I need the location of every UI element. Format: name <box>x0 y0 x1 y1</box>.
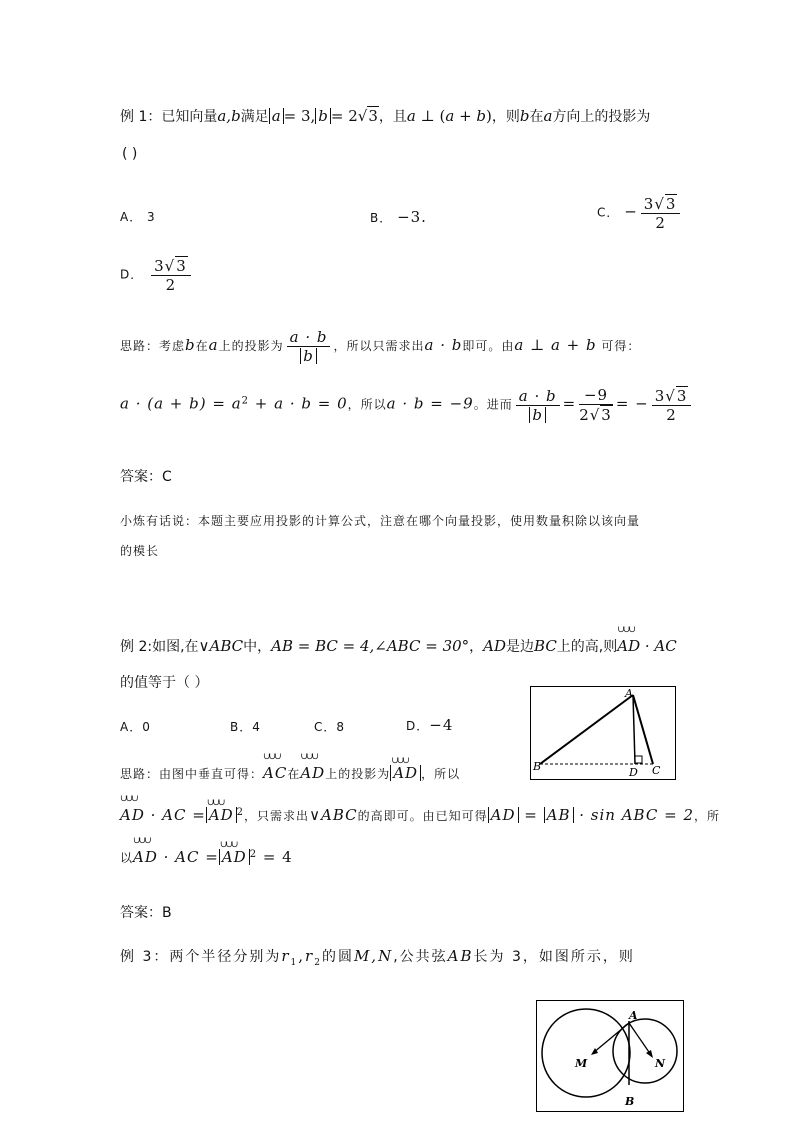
ex3-vector-am <box>593 1023 629 1053</box>
ex1-eq1: = 3, <box>283 107 316 125</box>
ex2-label-b: B <box>533 760 542 773</box>
ex1-frac2-num: a · b <box>516 387 560 406</box>
ex1-option-c-sign: − <box>624 202 638 221</box>
ex1-option-d-frac: $\frac{3√3}{2}$ <box>151 256 191 294</box>
ex1-option-c <box>597 194 683 232</box>
ex3-circles-figure <box>536 1000 684 1112</box>
ex1-think-e: 上的投影为 <box>218 339 284 353</box>
ex1-prefix: 例 1：已知向量 <box>120 109 218 125</box>
ex1-perp: ⊥ ( <box>415 107 446 125</box>
ex3-arrow-n <box>646 1050 653 1058</box>
ex1-frac4: $\frac{3√3}{2}$ <box>652 386 692 424</box>
ex2-altitude-ad <box>633 695 635 764</box>
ex1-sqrt-val: 3 <box>368 107 378 125</box>
ex1-think-g: a · b <box>424 336 463 354</box>
ex2-l2-g: · sin ABC = 2 <box>573 806 694 824</box>
ex1-think-f: ，所以只需求出 <box>333 339 425 353</box>
ex1-frac4-num-a: 3 <box>654 387 666 405</box>
ex1-option-a: A． 3 <box>120 210 156 224</box>
ex1-frac4-num-rad: 3 <box>676 387 688 405</box>
ex2-l2-h: ，所 <box>694 809 721 823</box>
ex1-line2-e: 。进而 <box>473 397 513 412</box>
ex1-frac3-num: −9 <box>579 386 613 405</box>
ex1-frac4-den: 2 <box>666 406 677 424</box>
ex1-option-c-num: 3 <box>643 195 655 213</box>
ex2-l2-tri: ∨ABC <box>309 806 358 824</box>
ex2-tri: ∨ABC <box>198 637 244 655</box>
ex2-side-ac <box>633 695 653 764</box>
ex2-l3-b: ∪∪∪ AD · AC = <box>133 848 219 866</box>
ex2-dot: ∪∪∪ AD · AC <box>617 637 676 655</box>
ex3-label-m: M <box>575 1057 588 1070</box>
ex1-frac2-den: b <box>529 407 546 423</box>
ex2-triangle-svg <box>531 687 675 779</box>
ex2-think-ac: ∪∪∪ AC <box>263 764 287 782</box>
ex2-l3-sq: 2 <box>249 849 258 860</box>
ex1-think-frac1 <box>287 328 331 365</box>
ex1-option-d-num: 3 <box>154 257 165 275</box>
ex1-on: 在 <box>529 109 544 125</box>
ex3-stem: 例 3：两个半径分别为$r_1,r_2$的圆M,N,公共弦AB长为 3，如图所示，则 <box>120 947 635 968</box>
ex1-option-c-frac: $\frac{3√3}{2}$ <box>641 194 681 232</box>
ex1-option-c-label: C． <box>597 205 620 220</box>
ex2-label-a: A <box>625 687 633 700</box>
ex3-stem-c: ,公共弦 <box>393 949 448 965</box>
ex2-stem <box>120 636 677 656</box>
ex1-then: ，则 <box>491 109 520 125</box>
ex2-option-d-value: −4 <box>429 716 454 734</box>
ex2-stem-e: 上的高,则 <box>556 639 618 655</box>
ex3-stem-a: 例 3：两个半径分别为 <box>120 949 282 965</box>
ex2-stem-d: 是边 <box>506 639 535 655</box>
ex2-label-d: D <box>629 766 638 779</box>
ex1-note-line2: 的模长 <box>120 544 160 558</box>
ex1-sqrt-sign: √ <box>357 107 368 125</box>
ex2-think-line2 <box>120 806 720 824</box>
ex2-think-a: 思路：由图中垂直可得： <box>120 767 264 781</box>
ex2-l3-c: = 4 <box>257 848 293 866</box>
ex1-eq-b: = − <box>615 394 649 413</box>
ex1-close: ) <box>486 107 492 125</box>
ex2-l2-d: AD <box>488 807 519 823</box>
ex2-bc: BC <box>534 637 557 655</box>
ex3-r1-base: r <box>281 947 291 965</box>
ex1-answer: 答案：C <box>120 469 172 485</box>
ex1-perp-a: a <box>406 107 416 125</box>
ex3-stem-b: 的圆 <box>321 949 354 965</box>
ex3-r2-base: r <box>305 947 315 965</box>
ex1-option-b-label: B． <box>370 211 393 225</box>
ex1-line2-d: a · b = −9 <box>386 394 474 413</box>
ex3-label-b: B <box>625 1095 635 1108</box>
ex2-stem-line2: 的值等于（ ） <box>120 675 209 691</box>
ex2-option-c: C．8 <box>314 720 346 734</box>
ex3-r2-sub: 2 <box>314 957 322 968</box>
ex2-side-ba <box>540 695 633 764</box>
ex1-frac3: $\frac{-9}{2√3}$ <box>579 386 612 424</box>
ex1-frac1-den: b <box>300 348 317 364</box>
ex1-option-d-den: 2 <box>165 276 177 294</box>
ex3-label-n: N <box>655 1057 666 1070</box>
ex2-l2-sq: 2 <box>236 807 245 818</box>
ex2-l2-b: ，只需求出 <box>244 809 310 823</box>
ex2-l3-a: 以 <box>120 851 134 865</box>
ex1-abs-a: a <box>269 108 284 124</box>
ex1-frac3-den-a: 2 <box>579 406 590 424</box>
ex1-option-b-value: −3. <box>397 208 427 226</box>
ex1-option-c-den: 2 <box>655 214 666 232</box>
ex2-triangle-figure <box>530 686 676 780</box>
ex1-suffix: 方向上的投影为 <box>552 109 651 125</box>
ex2-stem-b: 中， <box>243 639 272 655</box>
ex2-option-b: B．4 <box>230 720 261 734</box>
ex1-eq-a: = <box>562 394 577 413</box>
ex1-think-d: a <box>208 336 219 354</box>
ex3-mn: M,N <box>353 947 394 965</box>
ex1-line2-c: ，所以 <box>347 397 387 412</box>
ex1-option-c-rad: 3 <box>665 195 677 213</box>
ex1-think-a: 思路：考虑 <box>120 339 186 353</box>
ex2-think-c: 上的投影为 <box>325 767 391 781</box>
ex1-vectors: a,b <box>217 107 241 125</box>
ex1-cond2: ，且 <box>378 109 407 125</box>
ex1-option-d <box>120 256 194 294</box>
ex3-stem-d: 长为 3，如图所示，则 <box>473 949 635 965</box>
ex1-frac2 <box>516 387 560 424</box>
ex2-l2-c: 的高即可。由已知可得 <box>357 809 488 823</box>
ex1-line2-a: a · (a + b) = a <box>120 394 242 413</box>
ex3-r1-sub: 1 <box>290 957 299 968</box>
ex1-eq2: = 2 <box>330 107 358 125</box>
ex2-think-d: ，所以 <box>421 767 461 781</box>
ex1-option-d-label: D． <box>120 267 144 282</box>
ex1-think-j: 可得： <box>596 339 641 353</box>
ex1-think-i: a ⊥ a + b <box>514 336 597 354</box>
ex1-perp-sum: a + b <box>445 107 487 125</box>
ex2-l3-abs: ∪∪∪ AD <box>219 849 250 865</box>
ex1-option-b <box>370 208 427 226</box>
ex3-ab: AB <box>447 947 474 965</box>
ex1-b: b <box>519 107 530 125</box>
ex2-cond: AB = BC = 4,∠ABC = 30° <box>271 637 470 655</box>
ex2-option-d <box>406 716 453 734</box>
ex2-think-ad: ∪∪∪ AD <box>300 764 325 782</box>
ex1-think-b: b <box>185 336 196 354</box>
ex1-think-c: 在 <box>195 339 209 353</box>
ex2-think-line3 <box>120 848 293 866</box>
ex3-label-a: A <box>629 1009 638 1022</box>
ex1-note-line1: 小炼有话说：本题主要应用投影的计算公式，注意在哪个向量投影，使用数量积除以该向量 <box>120 514 641 528</box>
ex2-l2-a: ∪∪∪ AD · AC = <box>120 806 206 824</box>
ex2-stem-c: ， <box>469 639 484 655</box>
ex3-circle-m <box>542 1009 630 1097</box>
ex2-option-d-label: D． <box>406 719 430 733</box>
ex1-cond-mid: 满足 <box>240 109 269 125</box>
ex2-think-abs: ∪∪∪ AD <box>390 765 421 781</box>
ex3-vector-an <box>629 1023 651 1055</box>
ex2-l2-f: AB <box>544 807 574 823</box>
ex2-l2-e: = <box>518 806 544 824</box>
ex1-frac3-den-rad: 3 <box>601 406 612 424</box>
ex2-ad: AD <box>483 637 507 655</box>
ex2-option-a: A．0 <box>120 720 151 734</box>
ex1-frac1-num: a · b <box>287 328 331 347</box>
ex1-line2-b: + a · b = 0 <box>249 394 348 413</box>
ex2-label-c: C <box>652 764 661 777</box>
ex1-think-line1 <box>120 328 640 365</box>
ex3-circles-svg <box>537 1001 683 1111</box>
ex1-a: a <box>543 107 553 125</box>
ex2-l2-abs: ∪∪∪ AD <box>206 807 237 823</box>
ex2-answer: 答案：B <box>120 905 172 921</box>
ex1-think-h: 即可。由 <box>462 339 515 353</box>
ex1-think-line2 <box>120 386 694 424</box>
ex1-paren: ( ) <box>122 146 138 162</box>
ex1-line2-sq: 2 <box>241 395 250 407</box>
ex1-stem <box>120 106 650 126</box>
ex2-right-angle-mark <box>635 756 642 763</box>
ex1-abs-b: b <box>315 108 331 124</box>
ex2-stem-a: 例 2:如图,在 <box>120 639 199 655</box>
ex2-think-b: 在 <box>287 767 301 781</box>
ex2-think-line1 <box>120 764 460 782</box>
ex1-option-d-rad: 3 <box>176 257 187 275</box>
